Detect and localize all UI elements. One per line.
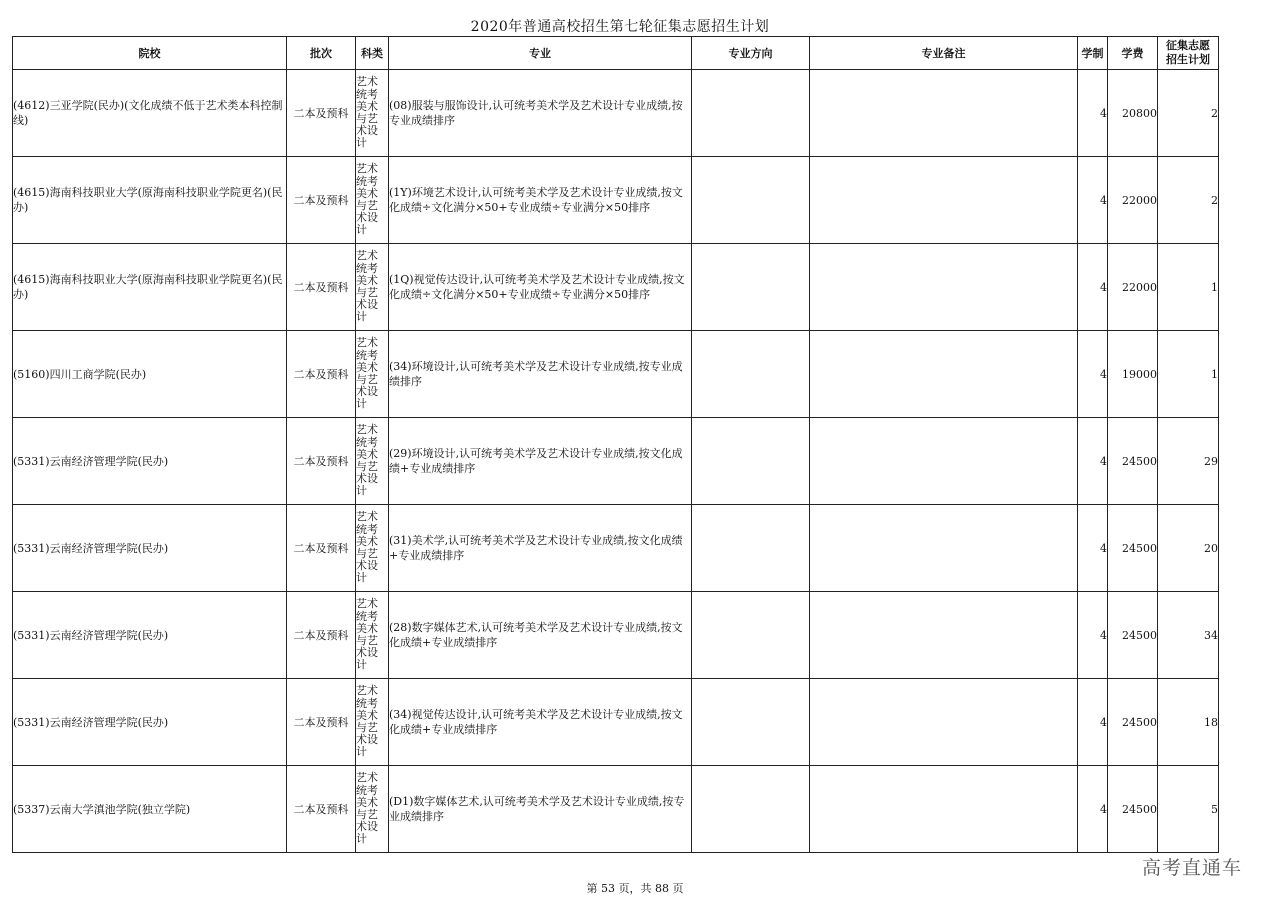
cell-school: (5331)云南经济管理学院(民办) <box>13 505 287 592</box>
header-plan-line1: 征集志愿 <box>1166 39 1210 52</box>
cell-school: (5331)云南经济管理学院(民办) <box>13 592 287 679</box>
cell-fee: 24500 <box>1108 418 1158 505</box>
cell-fee: 20800 <box>1108 70 1158 157</box>
cell-direction <box>692 70 810 157</box>
watermark: 高考直通车 <box>1142 857 1243 879</box>
cell-remark <box>810 679 1078 766</box>
table-row <box>13 766 1219 853</box>
cell-category: 艺术统考美术与艺术设计 <box>356 244 389 331</box>
cell-plan: 5 <box>1158 766 1219 853</box>
cell-batch: 二本及预科 <box>287 505 356 592</box>
cell-batch: 二本及预科 <box>287 244 356 331</box>
cell-plan: 2 <box>1158 70 1219 157</box>
cell-plan: 20 <box>1158 505 1219 592</box>
cell-years: 4 <box>1078 244 1108 331</box>
cell-fee: 22000 <box>1108 157 1158 244</box>
header-row <box>13 37 1219 70</box>
cell-school: (4615)海南科技职业大学(原海南科技职业学院更名)(民办) <box>13 244 287 331</box>
cell-remark <box>810 244 1078 331</box>
header-major: 专业 <box>389 37 692 70</box>
cell-major: (1Y)环境艺术设计,认可统考美术学及艺术设计专业成绩,按文化成绩÷文化满分×50+专业成绩÷专业满分×50排序 <box>389 157 692 244</box>
cell-school: (4615)海南科技职业大学(原海南科技职业学院更名)(民办) <box>13 157 287 244</box>
cell-direction <box>692 766 810 853</box>
page-title: 2020年普通高校招生第七轮征集志愿招生计划 <box>470 19 770 35</box>
cell-fee: 22000 <box>1108 244 1158 331</box>
cell-years: 4 <box>1078 331 1108 418</box>
cell-years: 4 <box>1078 418 1108 505</box>
header-years: 学制 <box>1078 37 1108 70</box>
cell-fee: 24500 <box>1108 766 1158 853</box>
header-batch: 批次 <box>287 37 356 70</box>
cell-years: 4 <box>1078 592 1108 679</box>
cell-category: 艺术统考美术与艺术设计 <box>356 679 389 766</box>
cell-direction <box>692 157 810 244</box>
header-school: 院校 <box>13 37 287 70</box>
cell-remark <box>810 418 1078 505</box>
cell-category: 艺术统考美术与艺术设计 <box>356 766 389 853</box>
cell-major: (34)环境设计,认可统考美术学及艺术设计专业成绩,按专业成绩排序 <box>389 331 692 418</box>
header-category: 科类 <box>356 37 389 70</box>
cell-remark <box>810 592 1078 679</box>
cell-years: 4 <box>1078 157 1108 244</box>
cell-direction <box>692 505 810 592</box>
cell-category: 艺术统考美术与艺术设计 <box>356 592 389 679</box>
table-row <box>13 592 1219 679</box>
cell-major: (08)服装与服饰设计,认可统考美术学及艺术设计专业成绩,按专业成绩排序 <box>389 70 692 157</box>
header-direction: 专业方向 <box>692 37 810 70</box>
cell-plan: 2 <box>1158 157 1219 244</box>
cell-years: 4 <box>1078 70 1108 157</box>
cell-school: (4612)三亚学院(民办)(文化成绩不低于艺术类本科控制线) <box>13 70 287 157</box>
cell-years: 4 <box>1078 766 1108 853</box>
cell-remark <box>810 331 1078 418</box>
admission-plan-table <box>12 36 1219 853</box>
cell-major: (34)视觉传达设计,认可统考美术学及艺术设计专业成绩,按文化成绩+专业成绩排序 <box>389 679 692 766</box>
cell-plan: 29 <box>1158 418 1219 505</box>
header-plan <box>1158 37 1219 70</box>
cell-major: (29)环境设计,认可统考美术学及艺术设计专业成绩,按文化成绩+专业成绩排序 <box>389 418 692 505</box>
table-row <box>13 679 1219 766</box>
cell-school: (5160)四川工商学院(民办) <box>13 331 287 418</box>
cell-batch: 二本及预科 <box>287 157 356 244</box>
cell-fee: 24500 <box>1108 679 1158 766</box>
header-remark: 专业备注 <box>810 37 1078 70</box>
header-plan-line2: 招生计划 <box>1166 53 1210 66</box>
cell-major: (31)美术学,认可统考美术学及艺术设计专业成绩,按文化成绩+专业成绩排序 <box>389 505 692 592</box>
cell-batch: 二本及预科 <box>287 679 356 766</box>
table-row <box>13 505 1219 592</box>
cell-plan: 34 <box>1158 592 1219 679</box>
cell-remark <box>810 157 1078 244</box>
cell-batch: 二本及预科 <box>287 418 356 505</box>
table-row <box>13 244 1219 331</box>
table-row <box>13 418 1219 505</box>
cell-remark <box>810 766 1078 853</box>
cell-remark <box>810 505 1078 592</box>
page-footer: 第 53 页，共 88 页 <box>586 882 684 895</box>
cell-major: (28)数字媒体艺术,认可统考美术学及艺术设计专业成绩,按文化成绩+专业成绩排序 <box>389 592 692 679</box>
cell-major: (D1)数字媒体艺术,认可统考美术学及艺术设计专业成绩,按专业成绩排序 <box>389 766 692 853</box>
cell-school: (5331)云南经济管理学院(民办) <box>13 679 287 766</box>
cell-category: 艺术统考美术与艺术设计 <box>356 70 389 157</box>
cell-category: 艺术统考美术与艺术设计 <box>356 418 389 505</box>
header-fee: 学费 <box>1108 37 1158 70</box>
table-row <box>13 70 1219 157</box>
table-row <box>13 331 1219 418</box>
cell-category: 艺术统考美术与艺术设计 <box>356 157 389 244</box>
cell-fee: 19000 <box>1108 331 1158 418</box>
cell-direction <box>692 244 810 331</box>
cell-school: (5331)云南经济管理学院(民办) <box>13 418 287 505</box>
cell-direction <box>692 592 810 679</box>
cell-batch: 二本及预科 <box>287 592 356 679</box>
cell-category: 艺术统考美术与艺术设计 <box>356 331 389 418</box>
cell-plan: 1 <box>1158 331 1219 418</box>
cell-batch: 二本及预科 <box>287 766 356 853</box>
cell-category: 艺术统考美术与艺术设计 <box>356 505 389 592</box>
cell-direction <box>692 331 810 418</box>
cell-major: (1Q)视觉传达设计,认可统考美术学及艺术设计专业成绩,按文化成绩÷文化满分×50+专业成绩÷专业满分×50排序 <box>389 244 692 331</box>
cell-years: 4 <box>1078 505 1108 592</box>
cell-fee: 24500 <box>1108 505 1158 592</box>
cell-school: (5337)云南大学滇池学院(独立学院) <box>13 766 287 853</box>
cell-remark <box>810 70 1078 157</box>
cell-direction <box>692 679 810 766</box>
cell-batch: 二本及预科 <box>287 331 356 418</box>
cell-years: 4 <box>1078 679 1108 766</box>
cell-direction <box>692 418 810 505</box>
table-row <box>13 157 1219 244</box>
cell-batch: 二本及预科 <box>287 70 356 157</box>
cell-plan: 1 <box>1158 244 1219 331</box>
cell-fee: 24500 <box>1108 592 1158 679</box>
cell-plan: 18 <box>1158 679 1219 766</box>
